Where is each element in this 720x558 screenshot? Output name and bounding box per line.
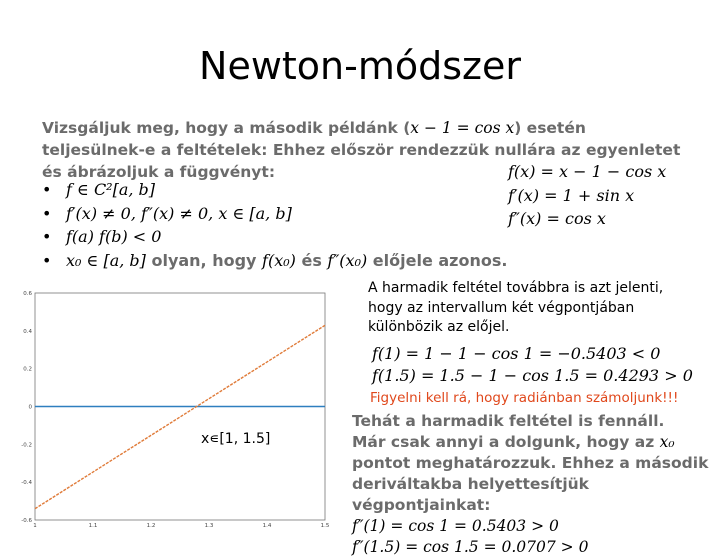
x-tick-label: 1.2 — [146, 523, 156, 529]
conclusion-paragraph — [352, 411, 712, 558]
y-tick-label: -0.4 — [21, 480, 32, 487]
y-ticks — [21, 291, 32, 524]
conclusion-line-1: Tehát a harmadik feltétel is fennáll. — [352, 412, 665, 430]
function-f-prime: f′(x) = 1 + sin x — [508, 185, 635, 205]
condition-3 — [42, 225, 507, 249]
x-tick-label: 1.1 — [88, 523, 98, 529]
condition-4-math2: f(x₀) — [262, 250, 296, 270]
function-f-double-prime: f″(x) = cos x — [508, 209, 606, 228]
second-derivative-15: f″(1.5) = cos 1.5 = 0.0707 > 0 — [352, 538, 589, 556]
note-paragraph: A harmadik feltétel továbbra is azt jelenti, hogy az intervallum két végpontjában különbözik az előjel. — [368, 280, 664, 335]
x-tick-label: 1.5 — [320, 523, 330, 529]
condition-4-text3: előjele azonos. — [367, 250, 508, 270]
y-tick-label: -0.2 — [21, 442, 32, 449]
condition-4-math: x₀ ∈ [a, b] — [66, 250, 146, 270]
condition-4-text2: és — [295, 250, 328, 270]
function-plot — [20, 285, 330, 530]
radian-warning: Figyelni kell rá, hogy radiánban számoljunk!!! — [370, 390, 679, 406]
endpoint-evaluations — [372, 343, 693, 387]
x-ticks — [33, 523, 330, 529]
intro-equation: x − 1 = cos x — [410, 119, 515, 137]
conclusion-x0: x₀ — [659, 433, 675, 451]
evaluation-f1: f(1) = 1 − 1 − cos 1 = −0.5403 < 0 — [372, 344, 661, 363]
condition-3-math: f(a) f(b) < 0 — [66, 227, 162, 246]
x-tick-label: 1.3 — [204, 523, 214, 529]
condition-2-math: f′(x) ≠ 0, f″(x) ≠ 0, x ∈ [a, b] — [66, 203, 292, 223]
function-definitions — [508, 160, 666, 231]
condition-1-math: f ∈ C²[a, b] — [66, 180, 156, 199]
function-f: f(x) = x − 1 − cos x — [508, 162, 667, 181]
conclusion-text-a: Már csak annyi a dolgunk, hogy az — [352, 433, 660, 451]
interval-label: x∊[1, 1.5] — [201, 431, 271, 447]
y-tick-label: 0 — [28, 404, 32, 411]
y-tick-label: 0.2 — [23, 366, 32, 373]
conclusion-line-2 — [352, 432, 712, 516]
y-tick-label: -0.6 — [21, 518, 32, 524]
intro-text-1: Vizsgáljuk meg, hogy a második példánk ( — [42, 119, 411, 137]
slide-title: Newton-módszer — [199, 44, 521, 88]
x-tick-label: 1.4 — [262, 523, 272, 529]
intro-text-2: ) esetén teljesülnek-e a feltételek: Ehhez először rendezzük nullára az egyenletet és ábrázoljuk a függvényt: — [42, 119, 681, 181]
conclusion-text-b: pontot meghatározzuk. Ehhez a második deriváltakba helyettesítjük végpontjainkat: — [352, 454, 709, 514]
evaluation-f15: f(1.5) = 1.5 − 1 − cos 1.5 = 0.4293 > 0 — [372, 366, 693, 385]
condition-2 — [42, 202, 507, 226]
condition-4-math3: f″(x₀) — [327, 250, 368, 270]
condition-4-text: olyan, hogy — [145, 250, 263, 270]
condition-4 — [42, 249, 507, 273]
second-derivative-1: f″(1) = cos 1 = 0.5403 > 0 — [352, 517, 559, 535]
condition-1 — [42, 178, 507, 202]
y-tick-label: 0.6 — [23, 291, 32, 297]
x-tick-label: 1 — [33, 523, 37, 529]
conditions-list — [42, 178, 507, 272]
y-tick-label: 0.4 — [23, 328, 32, 335]
